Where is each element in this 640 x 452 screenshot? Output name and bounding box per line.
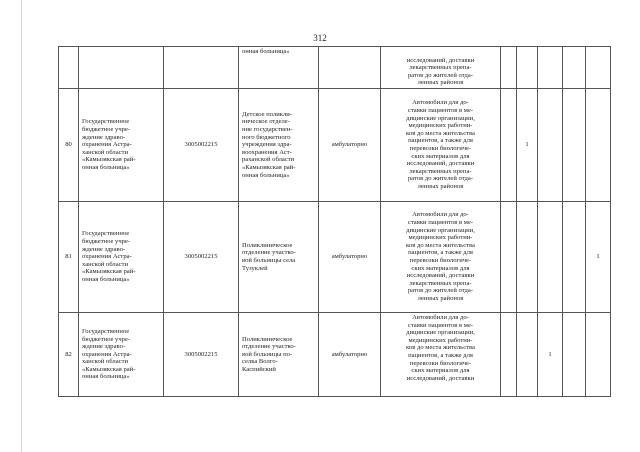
count-cell: 1 xyxy=(538,313,563,397)
row-number xyxy=(59,47,79,89)
purpose-cell: Автомобили для до- ставки пациентов в ме- дицинские организации, медицинских работни- ков до места жительства пациентов, а также для перевозки биологиче- ских материалов для исследований, доставки лекарственных препа- ратов до жителей отда- ленных районов xyxy=(381,89,501,202)
table-row xyxy=(59,202,611,313)
count-cell xyxy=(517,313,538,397)
count-cell: 1 xyxy=(517,89,538,202)
count-cell xyxy=(563,47,586,89)
scan-margin-line xyxy=(21,0,22,452)
care-type-cell: амбулаторно xyxy=(319,202,381,313)
count-cell xyxy=(517,202,538,313)
subdivision-cell: Поликлиническое отделение участко- вой больницы села Тузуклей xyxy=(239,202,319,313)
count-cell xyxy=(538,89,563,202)
organization-cell: Государственное бюджетное учре- ждение здраво- охранения Астра- ханской области «Камызякская рай- онная больница» xyxy=(79,202,164,313)
count-cell xyxy=(501,47,517,89)
count-cell xyxy=(517,47,538,89)
count-cell xyxy=(563,202,586,313)
count-cell xyxy=(538,202,563,313)
table-row xyxy=(59,89,611,202)
purpose-cell: Автомобили для до- ставки пациентов в ме- дицинские организации, медицинских работни- ков до места жительства пациентов, а также для перевозки биологиче- ских материалов для исследований, доставки xyxy=(381,313,501,397)
inn-cell: 3005002215 xyxy=(164,89,239,202)
inn-cell xyxy=(164,47,239,89)
count-cell xyxy=(501,89,517,202)
subdivision-cell: Поликлиническое отделение участко- вой больницы по- селка Волго- Каспийский xyxy=(239,313,319,397)
organization-cell xyxy=(79,47,164,89)
inn-cell: 3005002215 xyxy=(164,202,239,313)
purpose-cell: Автомобили для до- ставки пациентов в ме- дицинские организации, медицинских работни- ков до места жительства пациентов, а также для перевозки биологиче- ских материалов для исследований, доставки лекарственных препа- ратов до жителей отда- ленных районов xyxy=(381,202,501,313)
page-number: 312 xyxy=(313,33,327,43)
care-type-cell: амбулаторно xyxy=(319,89,381,202)
organization-cell: Государственное бюджетное учре- ждение здраво- охранения Астра- ханской области «Камызякская рай- онная больница» xyxy=(79,89,164,202)
care-type-cell xyxy=(319,47,381,89)
row-number: 82 xyxy=(59,313,79,397)
count-cell xyxy=(563,313,586,397)
care-type-cell: амбулаторно xyxy=(319,313,381,397)
count-cell: 1 xyxy=(586,202,611,313)
subdivision-cell: Детское поликли- ническое отделе- ние государствен- ного бюджетного учреждения здра- воохранения Аст- раханской области «Камызякская рай- онная больница» xyxy=(239,89,319,202)
subdivision-cell: онная больница» xyxy=(239,47,319,89)
row-number: 80 xyxy=(59,89,79,202)
table-row xyxy=(59,313,611,397)
count-cell xyxy=(586,47,611,89)
purpose-cell: исследований, доставки лекарственных препа- ратов до жителей отда- ленных районов xyxy=(381,47,501,89)
inn-cell: 3005002215 xyxy=(164,313,239,397)
organization-cell: Государственное бюджетное учре- ждение здраво- охранения Астра- ханской области «Камызякская рай- онная больница» xyxy=(79,313,164,397)
row-number: 81 xyxy=(59,202,79,313)
count-cell xyxy=(563,89,586,202)
count-cell xyxy=(538,47,563,89)
count-cell xyxy=(501,202,517,313)
count-cell xyxy=(586,89,611,202)
count-cell xyxy=(586,313,611,397)
table-row xyxy=(59,47,611,89)
count-cell xyxy=(501,313,517,397)
document-table xyxy=(58,46,611,397)
